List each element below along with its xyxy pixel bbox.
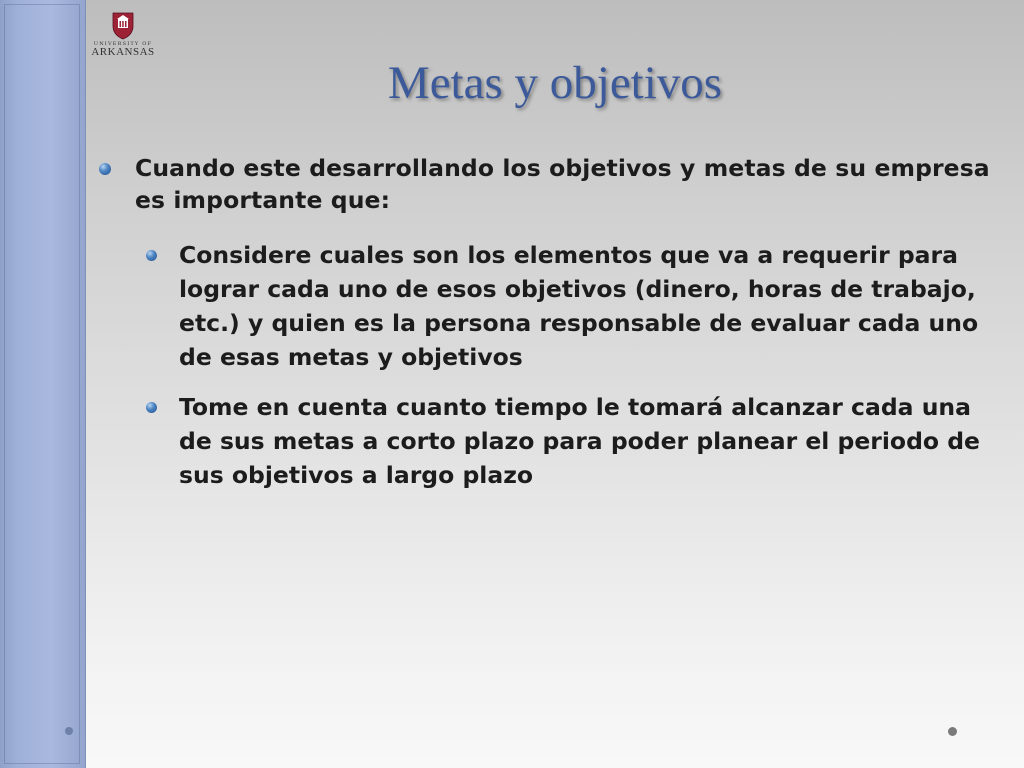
sub-bullet-item xyxy=(96,238,1006,374)
bar-dot-decoration xyxy=(65,727,73,735)
bullet-icon xyxy=(146,402,157,413)
logo-small-text: UNIVERSITY OF xyxy=(93,41,153,47)
bullet-icon xyxy=(146,250,157,261)
bullet-icon xyxy=(99,163,111,175)
sub-bullet-text: Tome en cuenta cuanto tiempo le tomará alcanzar cada una de sus metas a corto plazo para poder planear el periodo de sus objetivos a largo plazo xyxy=(179,393,980,489)
university-seal-icon xyxy=(111,10,135,40)
corner-dot-decoration xyxy=(948,727,957,736)
slide-body xyxy=(96,152,1006,492)
sub-bullet-text: Considere cuales son los elementos que va a requerir para lograr cada uno de esos objetivos (dinero, horas de trabajo, etc.) y quien es la persona responsable de evaluar cada uno de esas metas y objetivos xyxy=(179,241,979,371)
logo-big-text: ARKANSAS xyxy=(91,46,155,58)
left-decorative-bar xyxy=(0,0,86,768)
bullet-text: Cuando este desarrollando los objetivos y metas de su empresa es importante que: xyxy=(135,154,990,214)
bullet-item xyxy=(96,152,1006,216)
sub-bullet-item xyxy=(96,390,1006,492)
slide-title: Metas y objetivos xyxy=(387,57,723,109)
